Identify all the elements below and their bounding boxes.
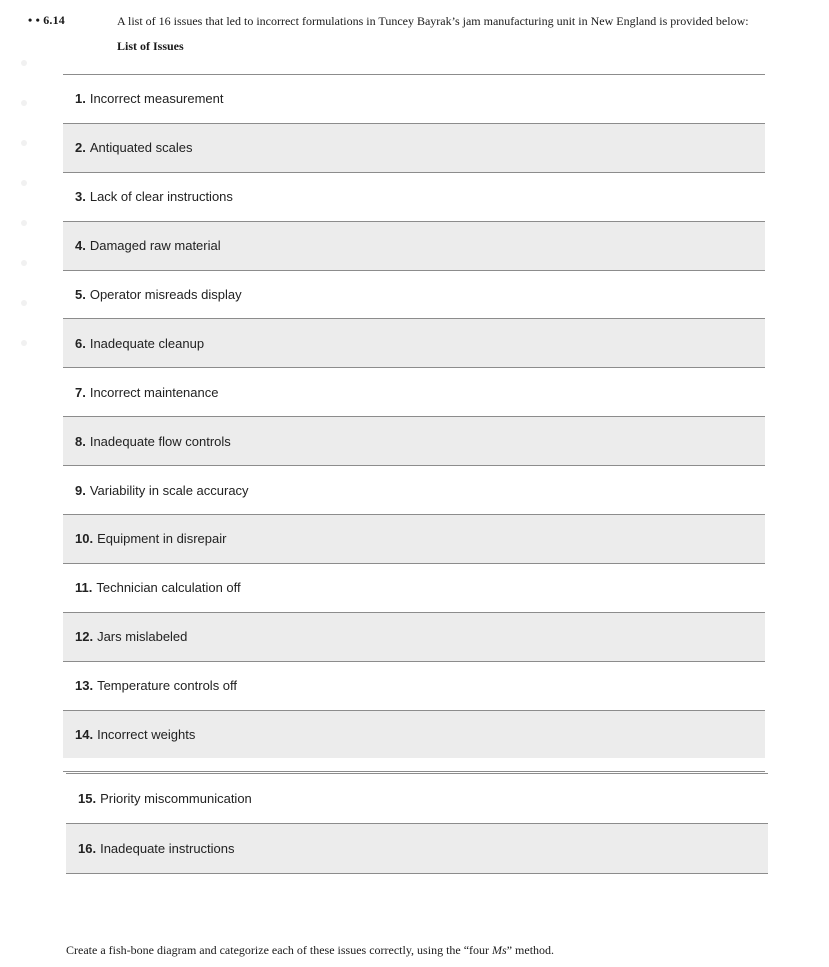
issues-table-continued	[66, 773, 768, 874]
issue-number: 15.	[78, 791, 97, 806]
issue-text: Antiquated scales	[89, 140, 193, 156]
issue-number: 6.	[75, 335, 86, 351]
issue-text: Technician calculation off	[96, 580, 241, 596]
issue-text: Inadequate instructions	[100, 841, 235, 856]
table-row	[66, 823, 768, 873]
issue-text: Operator misreads display	[89, 287, 242, 302]
issue-number: 4.	[75, 238, 86, 254]
table-row	[63, 318, 765, 367]
table-row	[66, 773, 768, 823]
issue-number: 3.	[75, 189, 86, 205]
closing-text-before: Create a fish-bone diagram and categorize each of these issues correctly, using the “four	[66, 943, 493, 957]
issue-text: Equipment in disrepair	[97, 531, 227, 547]
issue-number: 16.	[78, 841, 97, 856]
issue-text: Damaged raw material	[89, 238, 221, 254]
table-row	[63, 465, 765, 514]
issue-number: 9.	[75, 482, 86, 498]
table-row	[63, 612, 765, 661]
closing-text-emphasis: Ms	[492, 943, 507, 957]
issue-text: Incorrect weights	[97, 727, 196, 743]
issue-number: 2.	[75, 140, 86, 156]
issue-number: 1.	[75, 91, 86, 107]
table-row	[63, 710, 765, 759]
table-row	[63, 416, 765, 465]
faint-margin-marks	[21, 60, 29, 380]
table-row	[63, 661, 765, 710]
table-row	[63, 74, 765, 123]
list-heading: List of Issues	[117, 39, 184, 53]
issues-table	[63, 74, 765, 758]
issue-text: Temperature controls off	[97, 678, 238, 694]
table-divider	[63, 771, 765, 772]
issue-text: Incorrect maintenance	[89, 384, 219, 400]
issue-number: 5.	[75, 287, 86, 302]
issue-number: 11.	[75, 580, 93, 596]
issue-text: Variability in scale accuracy	[89, 482, 249, 498]
issue-number: 14.	[75, 727, 94, 743]
table-row	[63, 514, 765, 563]
problem-intro: A list of 16 issues that led to incorrect formulations in Tuncey Bayrak’s jam manufacturing unit in New England is provided below:	[117, 14, 749, 28]
table-row	[63, 367, 765, 416]
issue-number: 7.	[75, 384, 86, 400]
closing-text-after: ” method.	[506, 943, 555, 957]
issue-text: Inadequate flow controls	[89, 433, 231, 449]
issue-number: 10.	[75, 531, 94, 547]
issue-number: 8.	[75, 433, 86, 449]
table-row	[63, 172, 765, 221]
issue-text: Lack of clear instructions	[89, 189, 233, 205]
table-row	[63, 123, 765, 172]
issue-number: 13.	[75, 678, 94, 694]
problem-number: • • 6.14	[28, 13, 66, 27]
table-row	[63, 221, 765, 270]
table-row	[63, 563, 765, 612]
closing-instruction	[66, 943, 554, 958]
issue-text: Jars mislabeled	[97, 629, 188, 645]
table-row	[63, 270, 765, 319]
issue-text: Priority miscommunication	[100, 791, 252, 806]
issue-number: 12.	[75, 629, 94, 645]
issue-text: Inadequate cleanup	[89, 335, 205, 351]
issue-text: Incorrect measurement	[89, 91, 224, 107]
